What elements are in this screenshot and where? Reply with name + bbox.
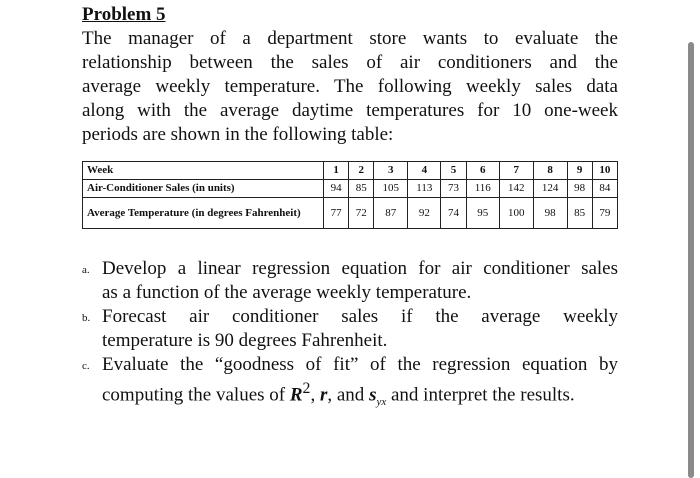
scrollbar[interactable] [688, 42, 694, 478]
task-line: Develop a linear regression equation for air conditioner sales [102, 258, 618, 279]
table-row-sales [83, 180, 618, 198]
table-cell: 2 [349, 162, 374, 180]
problem-title: Problem 5 [82, 4, 166, 25]
task-marker: c. [82, 360, 90, 372]
text-segment: , [310, 384, 320, 406]
intro-line: periods are shown in the following table: [82, 124, 394, 145]
table-cell: 95 [466, 198, 499, 229]
table-cell: 79 [592, 198, 617, 229]
task-marker: a. [82, 264, 90, 276]
text-segment: and interpret the results. [386, 384, 575, 406]
table-cell: 10 [592, 162, 617, 180]
table-cell: 5 [441, 162, 466, 180]
table-cell: 1 [324, 162, 349, 180]
task-list [82, 257, 618, 409]
task-line-formula [102, 377, 618, 409]
table-cell: 77 [324, 198, 349, 229]
intro-line: average weekly temperature. The following weekly sales data [82, 76, 618, 97]
r-symbol: r [319, 384, 328, 406]
table-cell: 116 [466, 180, 499, 198]
table-cell: 6 [466, 162, 499, 180]
table-cell: 8 [533, 162, 567, 180]
table-cell: 3 [374, 162, 408, 180]
row-label: Week [83, 162, 324, 180]
s-symbol: s [369, 384, 377, 406]
superscript-2: 2 [302, 380, 311, 397]
table-cell: 84 [592, 180, 617, 198]
intro-line: along with the average daytime temperatures for 10 one-week [82, 100, 618, 121]
table-cell: 72 [349, 198, 374, 229]
table-cell: 92 [408, 198, 441, 229]
table-cell: 9 [567, 162, 592, 180]
task-a [82, 257, 618, 305]
table-cell: 87 [374, 198, 408, 229]
table-cell: 98 [533, 198, 567, 229]
task-c [82, 353, 618, 409]
task-line: Evaluate the “goodness of fit” of the regression equation by [102, 354, 618, 375]
table-cell: 94 [324, 180, 349, 198]
text-segment: , and [327, 384, 370, 406]
row-label: Air-Conditioner Sales (in units) [83, 180, 324, 198]
task-marker: b. [82, 312, 91, 324]
subscript-yx: yx [376, 396, 387, 409]
problem-intro [82, 27, 618, 147]
task-b [82, 305, 618, 353]
table-cell: 4 [408, 162, 441, 180]
table-row-week [83, 162, 618, 180]
table-cell: 105 [374, 180, 408, 198]
data-table [82, 161, 618, 229]
table-cell: 113 [408, 180, 441, 198]
task-line: Forecast air conditioner sales if the average weekly [102, 306, 618, 327]
row-label-text: Average Temperature (in degrees Fahrenheit) [87, 206, 301, 219]
table-cell: 100 [499, 198, 533, 229]
table-cell: 142 [499, 180, 533, 198]
task-line: as a function of the average weekly temperature. [102, 282, 472, 303]
row-label [83, 198, 324, 229]
text-segment: computing the values of [102, 384, 290, 406]
intro-line: relationship between the sales of air conditioners and the [82, 52, 618, 73]
intro-line: The manager of a department store wants to evaluate the [82, 28, 618, 49]
table-cell: 74 [441, 198, 466, 229]
table-cell: 7 [499, 162, 533, 180]
table-cell: 98 [567, 180, 592, 198]
table-cell: 124 [533, 180, 567, 198]
document-content [82, 4, 618, 409]
table-cell: 73 [441, 180, 466, 198]
table-cell: 85 [349, 180, 374, 198]
table-cell: 85 [567, 198, 592, 229]
r-squared-symbol: R [289, 384, 303, 406]
task-line: temperature is 90 degrees Fahrenheit. [102, 330, 388, 351]
table-row-temperature [83, 198, 618, 229]
